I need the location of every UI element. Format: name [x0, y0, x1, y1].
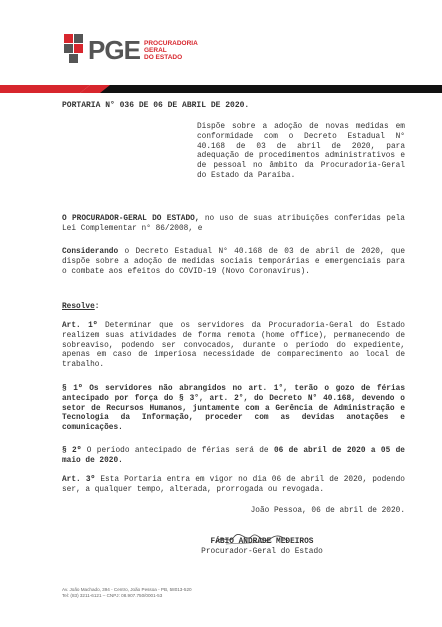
footer-contact: Tel: (83) 3211-6121 – CNPJ: 08.907.750/0001-53 [62, 592, 163, 598]
considerando-label: Considerando [62, 248, 119, 256]
place-and-date: João Pessoa, 06 de abril de 2020. [250, 507, 405, 515]
header-band [0, 85, 442, 93]
intro-text: no uso de suas atribuições conferidas pela Lei Complementar n° 86/2008, e [62, 215, 405, 233]
resolve-heading [62, 303, 99, 313]
article-3-text: Esta Portaria entra em vigor no dia 06 de abril de 2020, podendo ser, a qualquer tempo, alterada, prorrogada ou revogada. [62, 476, 405, 494]
article-3-label: Art. 3º [62, 476, 96, 484]
article-1-label: Art. 1º [62, 322, 98, 330]
ementa: Dispõe sobre a adoção de novas medidas em conformidade com o Decreto Estadual N° 40.168 de 03 de abril de 2020, para adequação de procedimentos administrativos e de pessoal no âmbito da Procuradoria-Geral do Estado da Paraíba. [197, 123, 405, 180]
article-1 [62, 322, 405, 371]
logo-acronym: PGE [88, 35, 140, 65]
portaria-title: PORTARIA N° 036 DE 06 DE ABRIL DE 2020. [62, 101, 250, 110]
considerando-paragraph [62, 248, 405, 277]
paragraph-2-label: § 2º [62, 447, 82, 455]
paragraph-2 [62, 447, 405, 467]
resolve-colon: : [94, 303, 100, 311]
logo-line-1: PROCURADORIA [144, 40, 198, 47]
article-1-text: Determinar que os servidores da Procuradoria-Geral do Estado realizem suas atividades de forma remota (home office), permanecendo de sobreaviso, podendo ser convocados, durante o período do expediente, apenas em caso de imperiosa necessidade de comparecimento ao local de trabalho. [62, 322, 405, 370]
paragraph-1: § 1º Os servidores não abrangidos no art. 1°, terão o gozo de férias antecipado por força do § 3°, art. 2°, do Decreto N° 40.168, devendo o setor de Recursos Humanos, juntamente com a Gerência de Administração e Tecnologia da Informação, proceder com as devidas anotações e comunicações. [62, 385, 405, 433]
logo-line-3: DO ESTADO [144, 54, 183, 61]
intro-paragraph [62, 215, 405, 235]
pge-emblem-icon [62, 30, 86, 70]
footer [62, 587, 322, 599]
footer-address: Av. João Machado, 394 - Centro, João Pessoa - PB, 58013-520 [62, 587, 192, 592]
logo-line-2: GERAL [144, 47, 167, 54]
signer-name: FÁBIO ANDRADE MEDEIROS [210, 538, 314, 546]
article-3 [62, 476, 405, 496]
paragraph-2-text: O período antecipado de férias será de [81, 447, 274, 455]
pge-logo [62, 30, 202, 76]
paragraph-2-dates: 06 de abril de 2020 a 05 de maio de 2020. [62, 447, 405, 465]
logo-wordmark [144, 40, 198, 61]
resolve-label: Resolve [62, 303, 95, 311]
intro-authority: O PROCURADOR-GERAL DO ESTADO, [62, 215, 200, 223]
signer-role: Procurador-Geral do Estado [201, 548, 323, 556]
considerando-text: o Decreto Estadual N° 40.168 de 03 de abril de 2020, que dispõe sobre a adoção de medidas sociais temporárias e emergenciais para o combate aos efeitos do COVID-19 (Novo Coronavírus). [62, 248, 405, 276]
